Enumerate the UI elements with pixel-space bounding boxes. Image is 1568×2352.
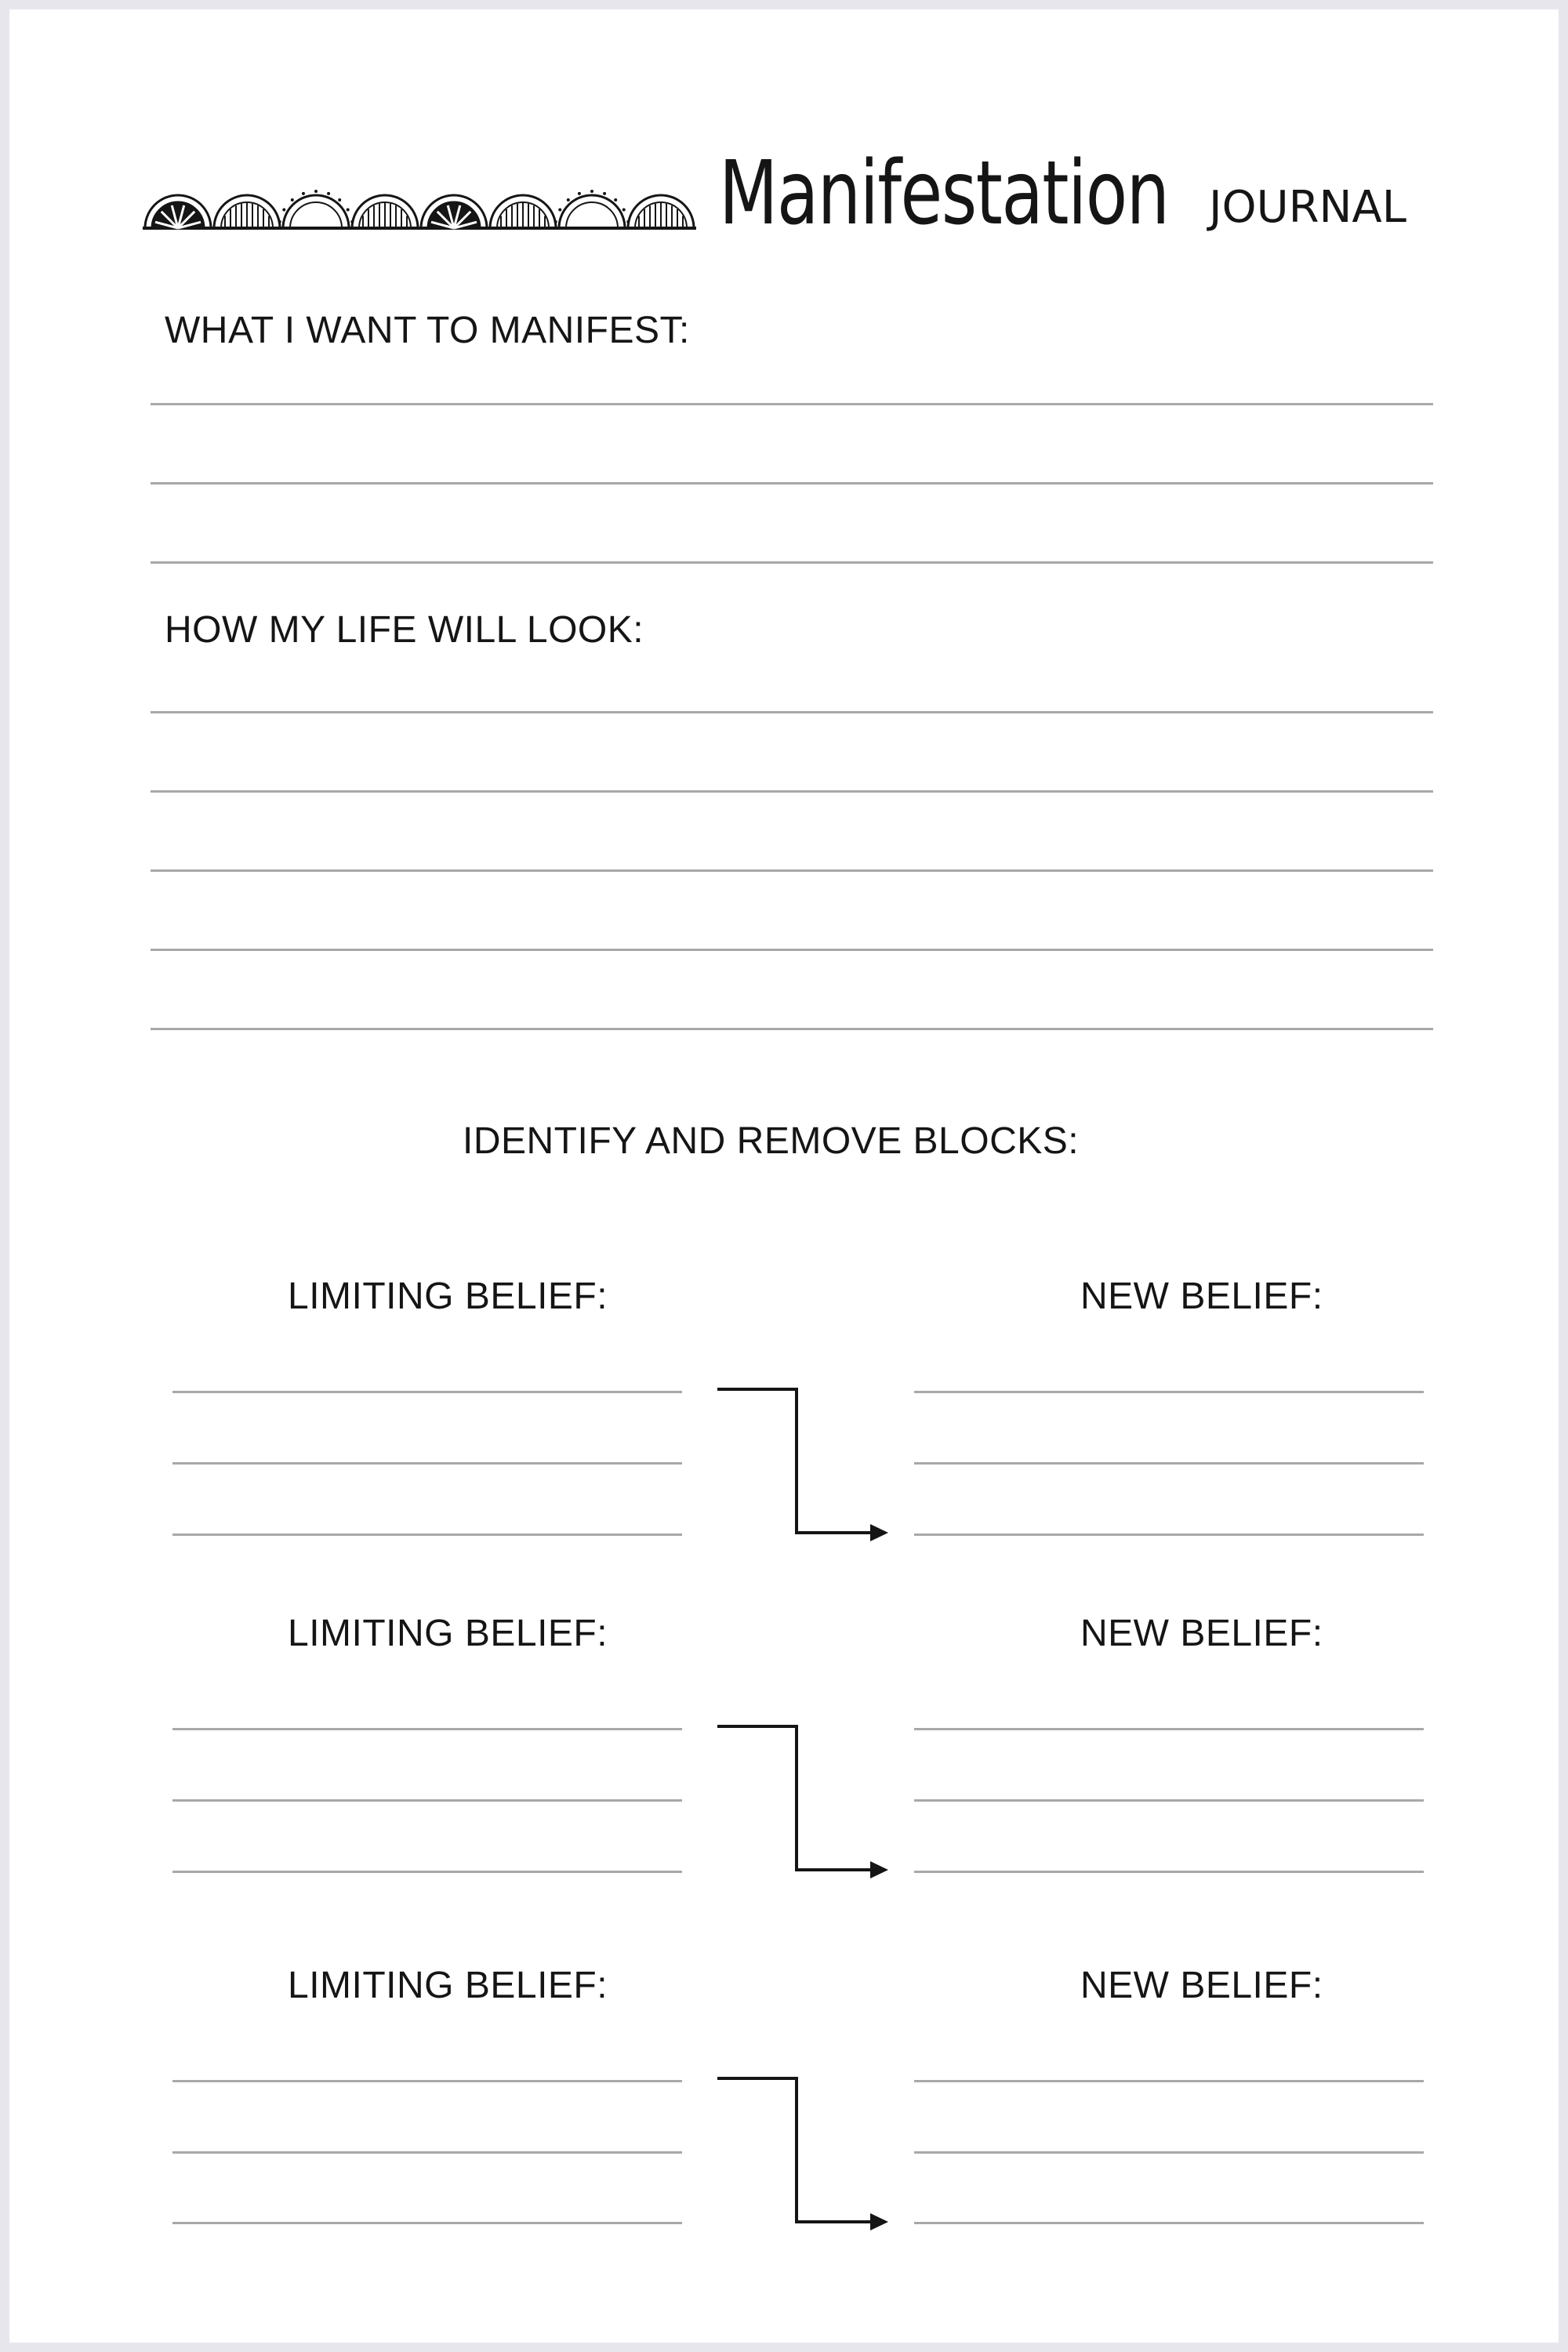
limiting-belief-line[interactable] — [172, 2151, 682, 2154]
new-belief-line[interactable] — [914, 1728, 1424, 1730]
journal-title: Manifestation — [719, 143, 1169, 245]
manifest-line-1[interactable] — [151, 403, 1433, 405]
life-line-4[interactable] — [151, 949, 1433, 951]
limiting-belief-line[interactable] — [172, 1391, 682, 1393]
new-belief-label: NEW BELIEF: — [1080, 1965, 1323, 2006]
new-belief-label: NEW BELIEF: — [1080, 1276, 1323, 1317]
limiting-belief-line[interactable] — [172, 1728, 682, 1730]
limiting-belief-line[interactable] — [172, 1799, 682, 1802]
new-belief-label: NEW BELIEF: — [1080, 1613, 1323, 1654]
sun-arches-icon — [143, 186, 699, 233]
limiting-belief-line[interactable] — [172, 1462, 682, 1465]
life-line-2[interactable] — [151, 790, 1433, 793]
new-belief-line[interactable] — [914, 1799, 1424, 1802]
new-belief-line[interactable] — [914, 1462, 1424, 1465]
life-line-1[interactable] — [151, 711, 1433, 713]
life-heading: HOW MY LIFE WILL LOOK: — [165, 609, 644, 651]
limiting-belief-label: LIMITING BELIEF: — [288, 1276, 608, 1317]
limiting-belief-label: LIMITING BELIEF: — [288, 1965, 608, 2006]
life-line-5[interactable] — [151, 1028, 1433, 1030]
manifest-line-2[interactable] — [151, 482, 1433, 485]
manifest-line-3[interactable] — [151, 561, 1433, 564]
limiting-belief-line[interactable] — [172, 2080, 682, 2082]
blocks-heading: IDENTIFY AND REMOVE BLOCKS: — [463, 1120, 1080, 1162]
limiting-belief-line[interactable] — [172, 1534, 682, 1536]
limiting-belief-line[interactable] — [172, 2222, 682, 2224]
new-belief-line[interactable] — [914, 2080, 1424, 2082]
new-belief-line[interactable] — [914, 1391, 1424, 1393]
right-angle-arrow-icon — [717, 2077, 894, 2234]
journal-page — [9, 9, 1559, 2343]
right-angle-arrow-icon — [717, 1725, 894, 1882]
new-belief-line[interactable] — [914, 2222, 1424, 2224]
limiting-belief-line[interactable] — [172, 1871, 682, 1873]
life-line-3[interactable] — [151, 869, 1433, 872]
new-belief-line[interactable] — [914, 2151, 1424, 2154]
new-belief-line[interactable] — [914, 1871, 1424, 1873]
new-belief-line[interactable] — [914, 1534, 1424, 1536]
manifest-heading: WHAT I WANT TO MANIFEST: — [165, 310, 690, 351]
right-angle-arrow-icon — [717, 1388, 894, 1544]
limiting-belief-label: LIMITING BELIEF: — [288, 1613, 608, 1654]
journal-subtitle: JOURNAL — [1209, 182, 1406, 233]
